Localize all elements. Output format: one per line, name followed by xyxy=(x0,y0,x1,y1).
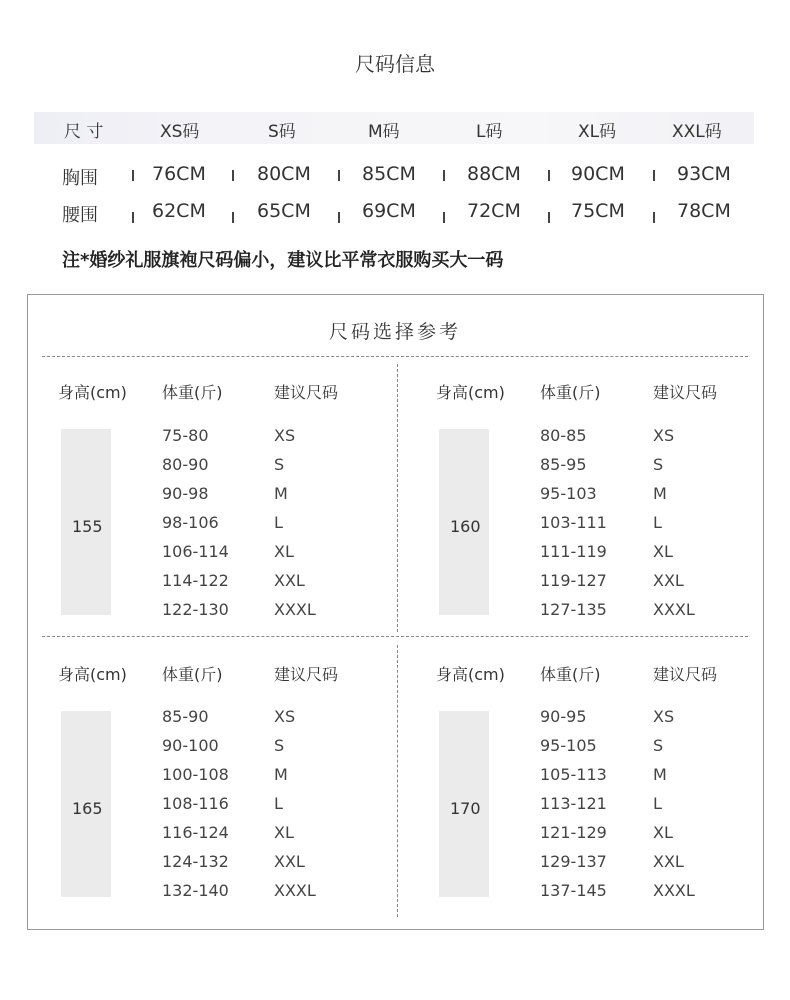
weight-range: 100-108 xyxy=(162,765,229,784)
size-header-s: S码 xyxy=(268,122,296,142)
size-note: 注*婚纱礼服旗袍尺码偏小，建议比平常衣服购买大一码 xyxy=(62,250,504,271)
suggested-size: XXXL xyxy=(274,881,316,900)
suggested-size: XXXL xyxy=(653,600,695,619)
suggested-size: M xyxy=(274,484,288,503)
waist-xl: 75CM xyxy=(571,200,625,222)
weight-range: 111-119 xyxy=(540,542,607,561)
separator xyxy=(653,170,655,181)
weight-range: 95-105 xyxy=(540,736,597,755)
weight-range: 132-140 xyxy=(162,881,229,900)
suggested-size: XL xyxy=(274,542,294,561)
height-value: 165 xyxy=(72,799,103,818)
waist-xxl: 78CM xyxy=(677,200,731,222)
height-col-label: 身高(cm) xyxy=(436,383,505,402)
weight-range: 90-100 xyxy=(162,736,219,755)
height-value: 155 xyxy=(72,517,103,536)
height-value: 170 xyxy=(450,799,481,818)
weight-range: 121-129 xyxy=(540,823,607,842)
weight-range: 75-80 xyxy=(162,426,209,445)
size-col-label: 建议尺码 xyxy=(653,383,718,402)
suggested-size: XXXL xyxy=(274,600,316,619)
weight-range: 90-98 xyxy=(162,484,209,503)
weight-col-label: 体重(斤) xyxy=(540,383,601,402)
chest-xl: 90CM xyxy=(571,163,625,185)
size-col-label: 建议尺码 xyxy=(653,665,718,684)
separator xyxy=(232,170,234,181)
separator xyxy=(548,170,550,181)
weight-range: 90-95 xyxy=(540,707,587,726)
separator xyxy=(653,212,655,223)
suggested-size: L xyxy=(653,513,662,532)
chest-xxl: 93CM xyxy=(677,163,731,185)
suggested-size: XS xyxy=(274,426,296,445)
weight-range: 95-103 xyxy=(540,484,597,503)
chest-l: 88CM xyxy=(467,163,521,185)
suggested-size: XXL xyxy=(274,852,305,871)
suggested-size: XS xyxy=(274,707,296,726)
size-header-xxl: XXL码 xyxy=(672,122,722,142)
separator xyxy=(132,212,134,223)
waist-m: 69CM xyxy=(362,200,416,222)
divider xyxy=(42,636,748,637)
suggested-size: XL xyxy=(653,542,673,561)
weight-range: 85-95 xyxy=(540,455,587,474)
weight-range: 98-106 xyxy=(162,513,219,532)
reference-title: 尺码选择参考 xyxy=(328,321,461,343)
separator xyxy=(232,212,234,223)
weight-range: 105-113 xyxy=(540,765,607,784)
separator xyxy=(443,212,445,223)
chest-s: 80CM xyxy=(257,163,311,185)
weight-range: 106-114 xyxy=(162,542,229,561)
suggested-size: M xyxy=(653,484,667,503)
suggested-size: L xyxy=(653,794,662,813)
chest-m: 85CM xyxy=(362,163,416,185)
suggested-size: M xyxy=(274,765,288,784)
weight-col-label: 体重(斤) xyxy=(540,665,601,684)
waist-xs: 62CM xyxy=(152,200,206,222)
suggested-size: XXL xyxy=(653,852,684,871)
weight-range: 122-130 xyxy=(162,600,229,619)
weight-range: 80-85 xyxy=(540,426,587,445)
suggested-size: S xyxy=(653,455,664,474)
weight-range: 108-116 xyxy=(162,794,229,813)
divider xyxy=(42,356,748,357)
suggested-size: XL xyxy=(274,823,294,842)
suggested-size: XL xyxy=(653,823,673,842)
height-col-label: 身高(cm) xyxy=(58,665,127,684)
separator xyxy=(338,170,340,181)
suggested-size: S xyxy=(653,736,664,755)
size-info-title: 尺码信息 xyxy=(355,52,435,76)
size-header-xl: XL码 xyxy=(578,122,617,142)
waist-l: 72CM xyxy=(467,200,521,222)
separator xyxy=(132,170,134,181)
suggested-size: S xyxy=(274,455,285,474)
weight-range: 116-124 xyxy=(162,823,229,842)
suggested-size: L xyxy=(274,513,283,532)
height-col-label: 身高(cm) xyxy=(436,665,505,684)
suggested-size: XS xyxy=(653,426,675,445)
weight-range: 124-132 xyxy=(162,852,229,871)
weight-range: 119-127 xyxy=(540,571,607,590)
chest-label: 胸围 xyxy=(62,168,98,189)
waist-s: 65CM xyxy=(257,200,311,222)
weight-range: 113-121 xyxy=(540,794,607,813)
weight-range: 127-135 xyxy=(540,600,607,619)
divider xyxy=(397,364,398,632)
suggested-size: XXL xyxy=(653,571,684,590)
suggested-size: M xyxy=(653,765,667,784)
weight-range: 103-111 xyxy=(540,513,607,532)
chest-xs: 76CM xyxy=(152,163,206,185)
size-header-label: 尺 寸 xyxy=(64,122,104,142)
height-col-label: 身高(cm) xyxy=(58,383,127,402)
weight-range: 114-122 xyxy=(162,571,229,590)
size-col-label: 建议尺码 xyxy=(274,665,339,684)
suggested-size: XXXL xyxy=(653,881,695,900)
divider xyxy=(397,645,398,917)
suggested-size: S xyxy=(274,736,285,755)
size-header-l: L码 xyxy=(476,122,503,142)
weight-col-label: 体重(斤) xyxy=(162,383,223,402)
suggested-size: L xyxy=(274,794,283,813)
weight-range: 80-90 xyxy=(162,455,209,474)
size-header-xs: XS码 xyxy=(160,122,200,142)
size-col-label: 建议尺码 xyxy=(274,383,339,402)
weight-range: 85-90 xyxy=(162,707,209,726)
height-value: 160 xyxy=(450,517,481,536)
separator xyxy=(548,212,550,223)
separator xyxy=(338,212,340,223)
size-header-m: M码 xyxy=(368,122,400,142)
suggested-size: XS xyxy=(653,707,675,726)
suggested-size: XXL xyxy=(274,571,305,590)
weight-range: 129-137 xyxy=(540,852,607,871)
separator xyxy=(443,170,445,181)
weight-range: 137-145 xyxy=(540,881,607,900)
weight-col-label: 体重(斤) xyxy=(162,665,223,684)
waist-label: 腰围 xyxy=(62,205,98,226)
